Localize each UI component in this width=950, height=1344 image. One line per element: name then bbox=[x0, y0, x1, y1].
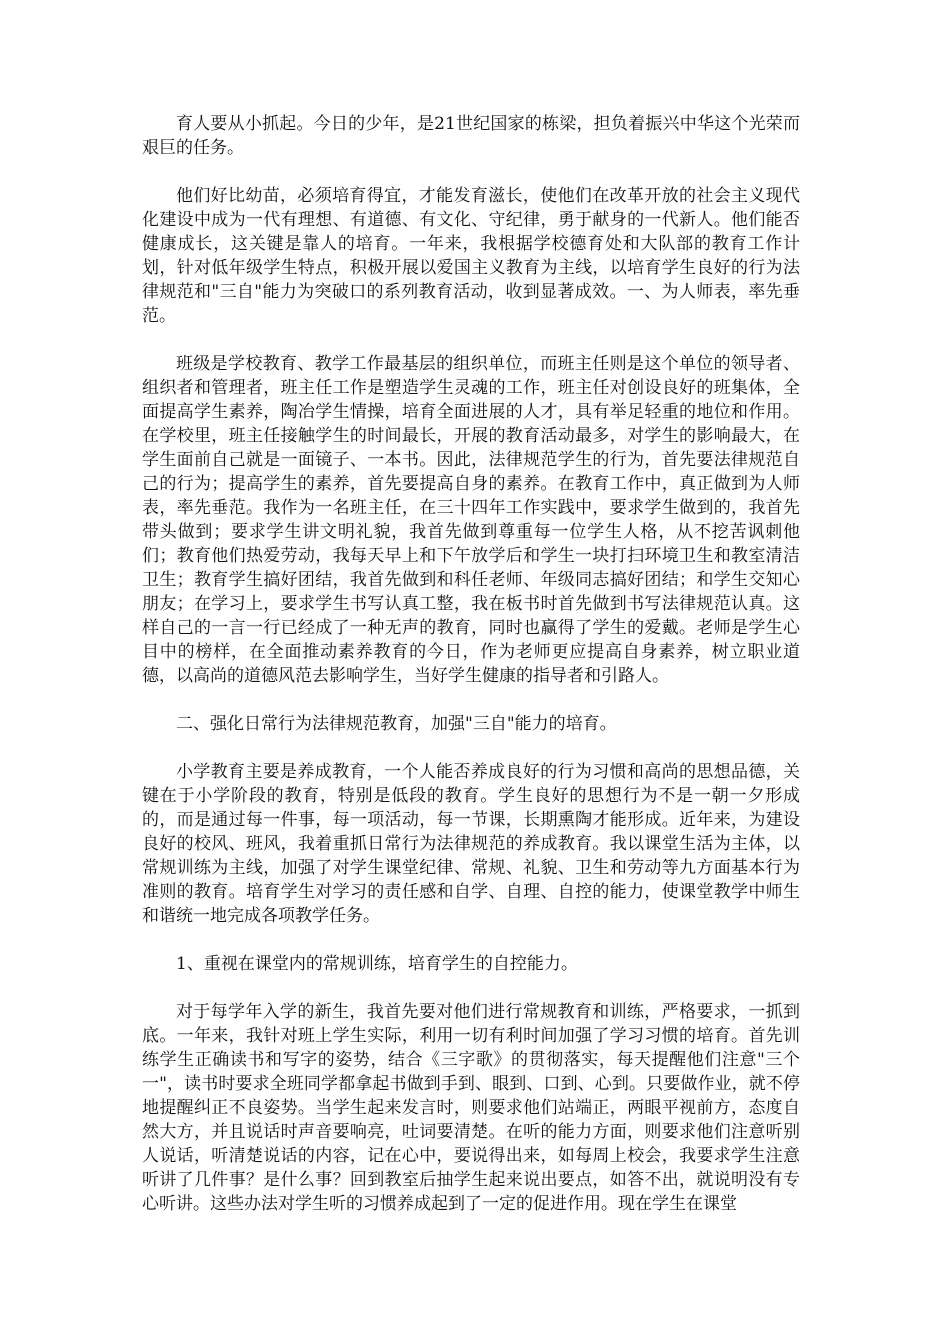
paragraph-intro: 育人要从小抓起。今日的少年，是21世纪国家的栋梁，担负着振兴中华这个光荣而艰巨的任务。 bbox=[142, 114, 800, 158]
paragraph-class-teacher: 班级是学校教育、教学工作最基层的组织单位，而班主任则是这个单位的领导者、组织者和管理者，班主任工作是塑造学生灵魂的工作，班主任对创设良好的班集体，全面提高学生素养，陶冶学生情操，培育全面进展的人才，具有举足轻重的地位和作用。在学校里，班主任接触学生的时间最长，开展的教育活动最多，对学生的影响最大，在学生面前自己就是一面镜子、一本书。因此，法律规范学生的行为，首先要法律规范自己的行为；提高学生的素养，首先要提高自身的素养。在教育工作中，真正做到为人师表，率先垂范。我作为一名班主任，在三十四年工作实践中，要求学生做到的，我首先带头做到；要求学生讲文明礼貌，我首先做到尊重每一位学生人格，从不挖苦讽刺他们；教育他们热爱劳动，我每天早上和下午放学后和学生一块打扫环境卫生和教室清洁卫生；教育学生搞好团结，我首先做到和科任老师、年级同志搞好团结；和学生交知心朋友；在学习上，要求学生书写认真工整，我在板书时首先做到书写法律规范认真。这样自己的一言一行已经成了一种无声的教育，同时也赢得了学生的爱戴。老师是学生心目中的榜样，在全面推动素养教育的今日，作为老师更应提高自身素养，树立职业道德，以高尚的道德风范去影响学生，当好学生健康的指导者和引路人。 bbox=[142, 354, 800, 686]
document-body bbox=[142, 112, 800, 1216]
subsection-heading-1: 1、重视在课堂内的常规训练，培育学生的自控能力。 bbox=[176, 954, 578, 974]
paragraph-seedlings: 他们好比幼苗，必须培育得宜，才能发育滋长，使他们在改革开放的社会主义现代化建设中成为一代有理想、有道德、有文化、守纪律，勇于献身的一代新人。他们能否健康成长，这关键是靠人的培育。一年来，我根据学校德育处和大队部的教育工作计划，针对低年级学生特点，积极开展以爱国主义教育为主线，以培育学生良好的行为法律规范和"三自"能力为突破口的系列教育活动，收到显著成效。一、为人师表，率先垂范。 bbox=[142, 186, 800, 326]
paragraph-habit-education: 小学教育主要是养成教育，一个人能否养成良好的行为习惯和高尚的思想品德，关键在于小学阶段的教育，特别是低段的教育。学生良好的思想行为不是一朝一夕形成的，而是通过每一件事，每一项活动，每一节课，长期熏陶才能形成。近年来，为建设良好的校风、班风，我着重抓日常行为法律规范的养成教育。我以课堂生活为主体，以常规训练为主线，加强了对学生课堂纪律、常规、礼貌、卫生和劳动等九方面基本行为准则的教育。培育学生对学习的责任感和自学、自理、自控的能力，使课堂教学中师生和谐统一地完成各项教学任务。 bbox=[142, 762, 800, 926]
paragraph-routine-training: 对于每学年入学的新生，我首先要对他们进行常规教育和训练，严格要求，一抓到底。一年来，我针对班上学生实际，利用一切有利时间加强了学习习惯的培育。首先训练学生正确读书和写字的姿势，结合《三字歌》的贯彻落实，每天提醒他们注意"三个一"，读书时要求全班同学都拿起书做到手到、眼到、口到、心到。只要做作业，就不停地提醒纠正不良姿势。当学生起来发言时，则要求他们站端正，两眼平视前方，态度自然大方，并且说话时声音要响亮，吐词要清楚。在听的能力方面，则要求他们注意听别人说话，听清楚说话的内容，记在心中，要说得出来，如每周上校会，我要求学生注意听讲了几件事？是什么事？回到教室后抽学生起来说出要点，如答不出，就说明没有专心听讲。这些办法对学生听的习惯养成起到了一定的促进作用。现在学生在课堂 bbox=[142, 1002, 800, 1214]
section-heading-2: 二、强化日常行为法律规范教育，加强"三自"能力的培育。 bbox=[176, 714, 617, 734]
